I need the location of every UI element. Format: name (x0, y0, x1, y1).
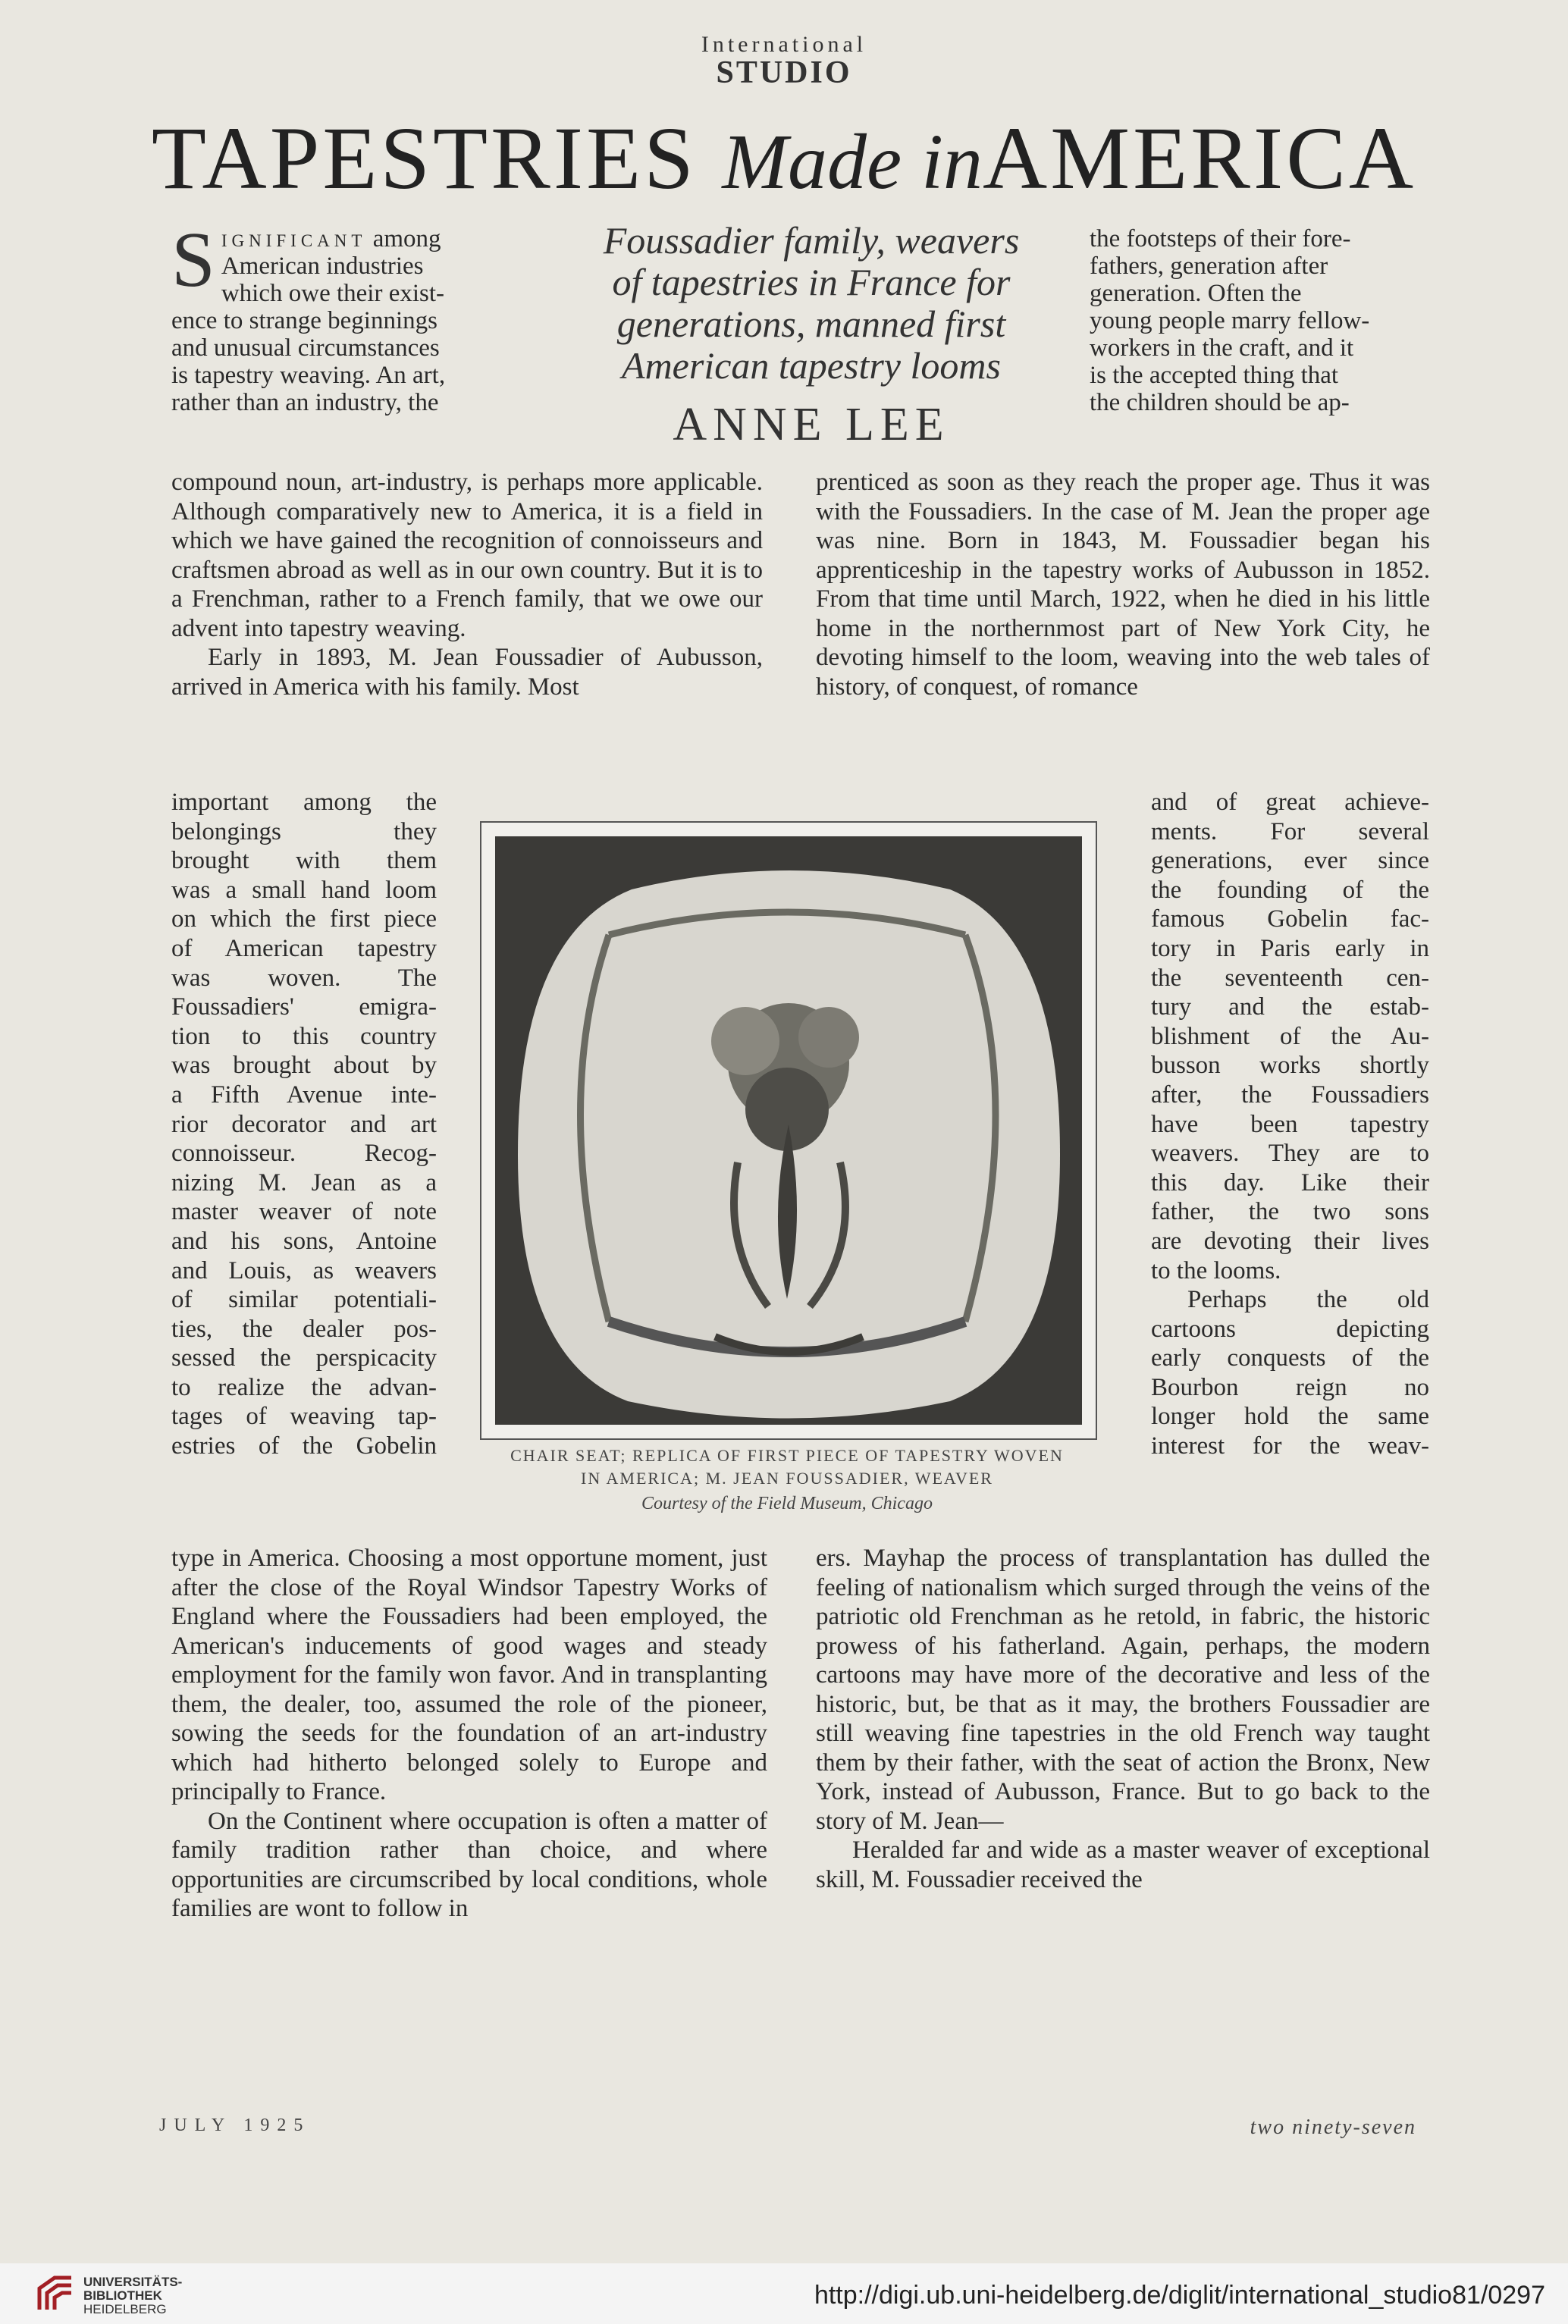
text-line: estries of the Gobelin (171, 1432, 437, 1460)
subhead-line: Foussadier family, weavers (603, 219, 1020, 262)
text-line: generations, ever since (1151, 847, 1429, 875)
intro-line: generation. Often the (1090, 280, 1302, 307)
title-part1: TAPESTRIES (151, 108, 697, 208)
caption-line: CHAIR SEAT; REPLICA OF FIRST PIECE OF TAPESTRY WOVEN (510, 1446, 1064, 1465)
text-line: and Louis, as weavers (171, 1256, 437, 1284)
title-part2: Made in (722, 118, 983, 205)
text-line: and his sons, Antoine (171, 1227, 437, 1255)
text-line: of similar potentiali- (171, 1286, 437, 1314)
library-name-line: HEIDELBERG (83, 2302, 167, 2316)
subhead-line: American tapestry looms (622, 344, 1001, 387)
text-line: on which the first piece (171, 905, 437, 933)
text-line: brought with them (171, 847, 437, 875)
intro-line: the footsteps of their fore- (1090, 225, 1351, 252)
text-line: cartoons depicting (1151, 1315, 1429, 1343)
text-line: interest for the weav- (1151, 1432, 1429, 1460)
figure-credit: Courtesy of the Field Museum, Chicago (641, 1494, 933, 1513)
text-line: was woven. The (171, 964, 437, 992)
text-line: ties, the dealer pos- (171, 1315, 437, 1343)
text-line: nizing M. Jean as a (171, 1168, 437, 1196)
text-line: are devoting their lives (1151, 1227, 1429, 1255)
library-logo-icon (35, 2273, 76, 2314)
column2-narrow (1151, 788, 1429, 1461)
subhead-line: generations, manned first (616, 303, 1006, 345)
text-line: the seventeenth cen- (1151, 964, 1429, 992)
text-line: Bourbon reign no (1151, 1373, 1429, 1401)
column1-narrow (171, 788, 437, 1461)
library-name (83, 2275, 182, 2316)
text-line: rior decorator and art (171, 1110, 437, 1138)
figure-caption (470, 1444, 1104, 1490)
caption-line: IN AMERICA; M. JEAN FOUSSADIER, WEAVER (581, 1469, 993, 1488)
text-line: and of great achieve- (1151, 789, 1429, 816)
intro-line: rather than an industry, the (171, 389, 439, 416)
intro-line: which owe their exist- (221, 280, 445, 307)
drop-cap: S (171, 216, 215, 303)
paragraph: prenticed as soon as they reach the proper age. Thus it was with the Foussadiers. In the case of M. Jean the proper age was nine. Born in 1843, M. Foussadier began his apprenticeship in the tapestry works of Aubusson in 1852. From that time until March, 1922, when he died in his little home in the northernmost part of New York City, he devoting himself to the loom, weaving into the web tales of history, of conquest, of romance (816, 469, 1430, 701)
text-line: father, the two sons (1151, 1198, 1429, 1226)
intro-line: and unusual circumstances (171, 334, 440, 362)
text-line: Perhaps the old (1187, 1286, 1429, 1314)
text-line: have been tapestry (1151, 1110, 1429, 1138)
text-line: this day. Like their (1151, 1168, 1429, 1196)
intro-smallcaps: ignificant (221, 225, 367, 252)
paragraph: compound noun, art-industry, is perhaps more applicable. Although comparatively new to America, it is a field in which we have gained the recognition of connoisseurs and craftsmen abroad as well as in our own country. But it is to a Frenchman, rather to a French family, that we owe our advent into tapestry weaving. (171, 469, 763, 642)
text-line: famous Gobelin fac- (1151, 905, 1429, 933)
intro-line: among (366, 225, 441, 252)
text-line: tory in Paris early in (1151, 934, 1429, 962)
intro-line: the children should be ap- (1090, 389, 1350, 416)
library-name-line: BIBLIOTHEK (83, 2288, 162, 2303)
text-line: blishment of the Au- (1151, 1022, 1429, 1050)
intro-line: is the accepted thing that (1090, 362, 1339, 389)
article-title (0, 108, 1568, 208)
byline: ANNE LEE (673, 399, 950, 450)
masthead (0, 32, 1568, 91)
text-line: the founding of the (1151, 876, 1429, 904)
column2-bottom (816, 1544, 1430, 1894)
paragraph: type in America. Choosing a most opportune moment, just after the close of the Royal Windsor Tapestry Works of England where the Foussadiers had been employed, the American's inducements of good wages and steady employment for the family won favor. And in transplanting them, the dealer, too, assumed the role of the pioneer, sowing the seeds for the foundation of an art-industry which had hitherto belonged solely to Europe and principally to France. (171, 1545, 767, 1805)
text-line: Foussadiers' emigra- (171, 993, 437, 1021)
text-line: ments. For several (1151, 817, 1429, 845)
footer-date: JULY 1925 (159, 2115, 311, 2135)
title-part3: AMERICA (983, 108, 1417, 208)
text-line: to the looms. (1151, 1256, 1281, 1284)
figure-frame (480, 821, 1097, 1440)
text-line: sessed the perspicacity (171, 1344, 437, 1372)
text-line: tages of weaving tap- (171, 1403, 437, 1431)
intro-line: young people marry fellow- (1090, 307, 1370, 334)
column1-top (171, 468, 763, 701)
masthead-line2: STUDIO (716, 55, 852, 90)
library-name-line: UNIVERSITÄTS- (83, 2275, 183, 2289)
text-line: of American tapestry (171, 934, 437, 962)
text-line: weavers. They are to (1151, 1140, 1429, 1168)
paragraph: ers. Mayhap the process of transplantation has dulled the feeling of nationalism which surged through the veins of the patriotic old Frenchman as he retold, in fabric, the historic prowess of his fatherland. Again, perhaps, the modern cartoons may have more of the decorative and less of the historic, but, be that as it may, the brothers Foussadier are still weaving fine tapestries in the old French way taught them by their father, with the seat of action the Bronx, New York, instead of Aubusson, France. But to go back to the story of M. Jean— (816, 1545, 1430, 1835)
text-line: after, the Foussadiers (1151, 1080, 1429, 1109)
subhead-line: of tapestries in France for (612, 261, 1011, 303)
text-line: a Fifth Avenue inte- (171, 1080, 437, 1109)
text-line: was brought about by (171, 1052, 437, 1080)
text-line: tion to this country (171, 1022, 437, 1050)
footer-page-number: two ninety-seven (1250, 2115, 1416, 2139)
intro-line: American industries (221, 252, 424, 280)
paragraph: Heralded far and wide as a master weaver of exceptional skill, M. Foussadier received the (816, 1836, 1430, 1893)
column1-bottom (171, 1544, 767, 1924)
text-line: longer hold the same (1151, 1403, 1429, 1431)
text-line: to realize the advan- (171, 1373, 437, 1401)
paragraph: Early in 1893, M. Jean Foussadier of Aubusson, arrived in America with his family. Most (171, 644, 763, 701)
column2-top (816, 468, 1430, 701)
intro-left (171, 216, 528, 416)
text-line: important among the (171, 789, 437, 816)
text-line: was a small hand loom (171, 876, 437, 904)
source-url-link[interactable]: http://digi.ub.uni-heidelberg.de/diglit/international_studio81/0297 (814, 2281, 1545, 2310)
intro-line: fathers, generation after (1090, 252, 1328, 280)
masthead-line1: International (701, 32, 867, 57)
text-line: connoisseur. Recog- (171, 1140, 437, 1168)
text-line: busson works shortly (1151, 1052, 1429, 1080)
intro-line: is tapestry weaving. An art, (171, 362, 446, 389)
intro-line: ence to strange beginnings (171, 307, 437, 334)
text-line: tury and the estab- (1151, 993, 1429, 1021)
paragraph: On the Continent where occupation is often a matter of family tradition rather than choice, and where opportunities are circumscribed by local conditions, whole families are wont to follow in (171, 1807, 767, 1922)
text-line: master weaver of note (171, 1198, 437, 1226)
chair-seat-tapestry-image (495, 836, 1082, 1425)
subheading (557, 220, 1065, 387)
text-line: belongings they (171, 817, 437, 845)
intro-right (1090, 225, 1429, 416)
intro-line: workers in the craft, and it (1090, 334, 1354, 362)
text-line: early conquests of the (1151, 1344, 1429, 1372)
